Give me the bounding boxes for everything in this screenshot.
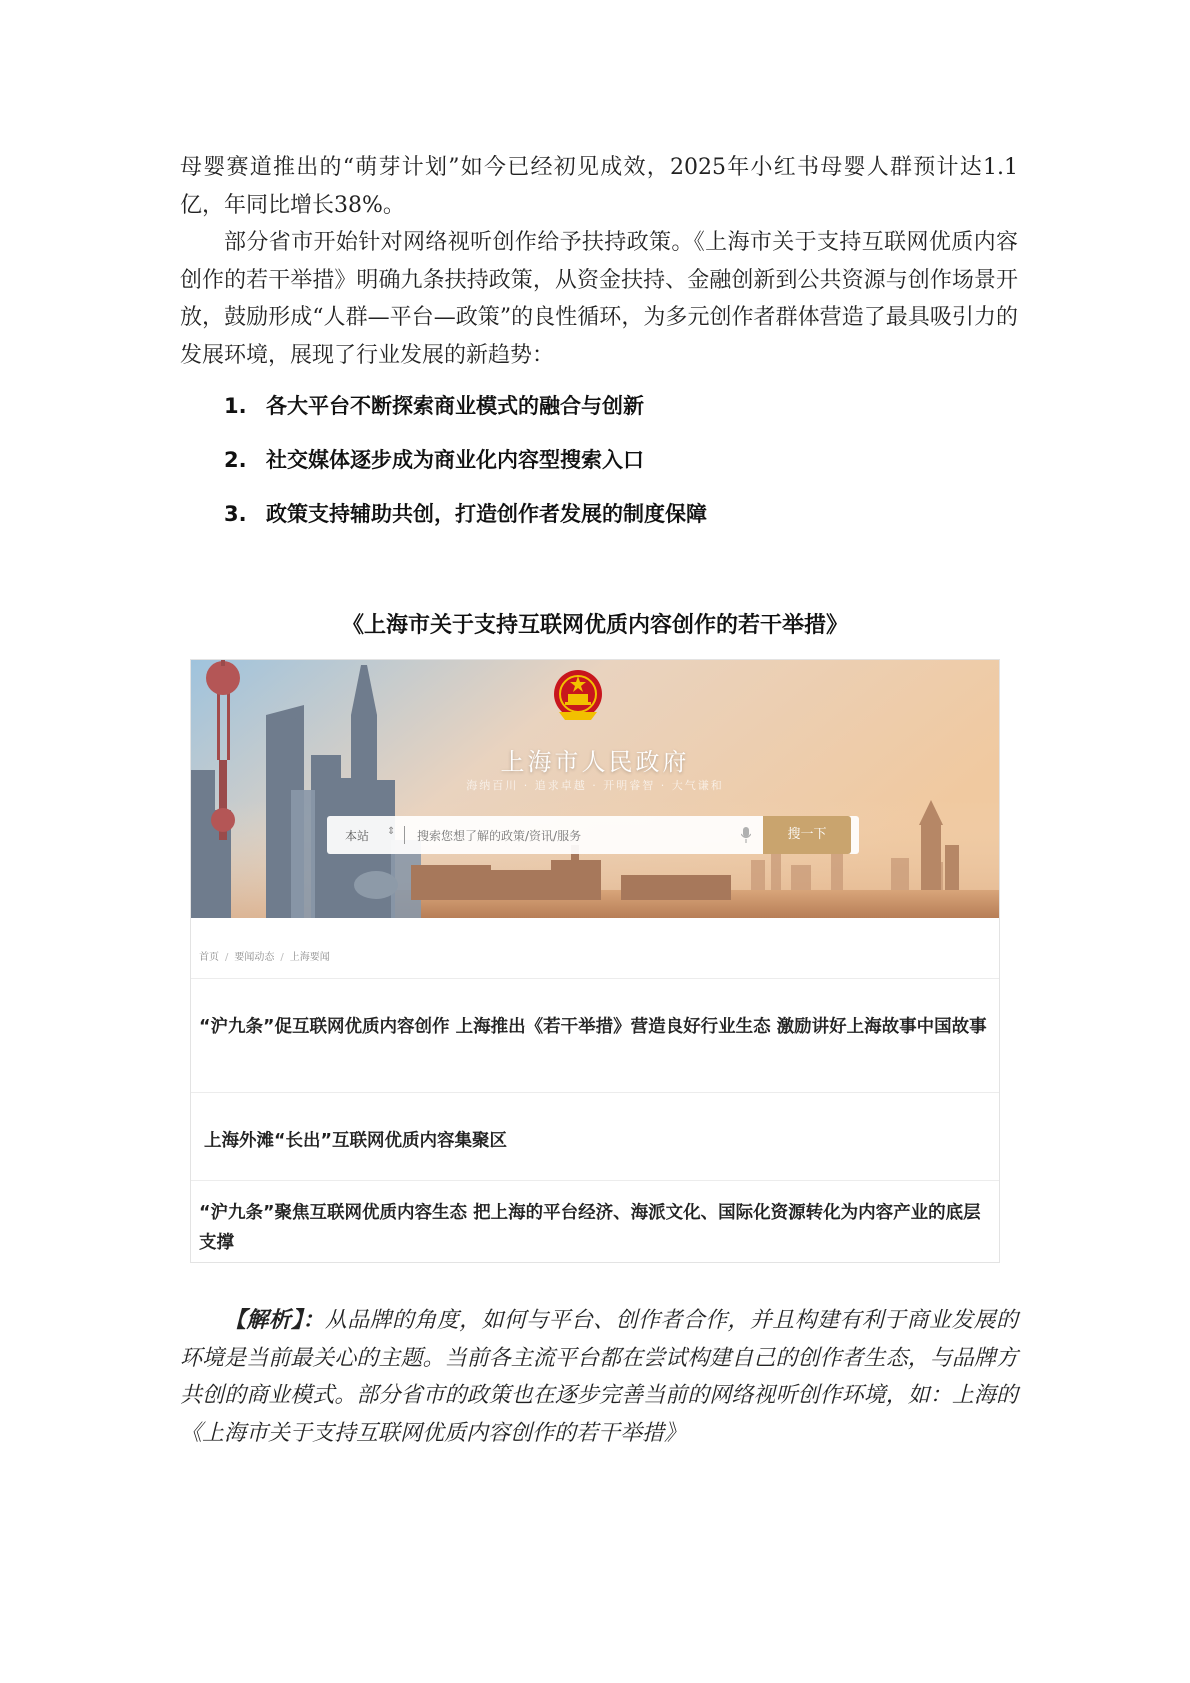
trend-number: 2. — [224, 448, 247, 472]
breadcrumb-current[interactable]: 上海要闻 — [289, 952, 330, 963]
analysis-text: 从品牌的角度，如何与平台、创作者合作，并且构建有利于商业发展的环境是当前最关心的主题。当前各主流平台都在尝试构建自己的创作者生态，与品牌方共创的商业模式。部分省市的政策也在逐步完善当前的网络视听创作环境，如：上海的《上海市关于支持互联网优质内容创作的若干举措》 — [180, 1308, 1018, 1446]
breadcrumb-news[interactable]: 要闻动态 — [234, 952, 275, 963]
analysis-label: 【解析】： — [224, 1307, 325, 1333]
breadcrumb-separator: / — [225, 952, 229, 963]
national-emblem-icon — [554, 670, 602, 720]
search-button[interactable]: 搜一下 — [763, 816, 851, 854]
analysis-paragraph — [180, 1302, 1018, 1452]
paragraph-1: 母婴赛道推出的“萌芽计划”如今已经初见成效，2025年小红书母婴人群预计达1.1亿，年同比增长38%。 — [180, 155, 1018, 218]
breadcrumb-home[interactable]: 首页 — [199, 952, 219, 963]
paragraph-2: 部分省市开始针对网络视听创作给予扶持政策。《上海市关于支持互联网优质内容创作的若干举措》明确九条扶持政策，从资金扶持、金融创新到公共资源与创作场景开放，鼓励形成“人群—平台—政策”的良性循环，为多元创作者群体营造了最具吸引力的发展环境，展现了行业发展的新趋势： — [180, 230, 1018, 368]
trend-text: 各大平台不断探索商业模式的融合与创新 — [266, 394, 644, 418]
divider — [191, 1092, 999, 1093]
search-input[interactable]: 搜索您想了解的政策/资讯/服务 — [417, 829, 582, 843]
news-headline-2[interactable]: 上海外滩“长出”互联网优质内容集聚区 — [204, 1131, 508, 1151]
site-title: 上海市人民政府 — [500, 748, 690, 776]
microphone-icon[interactable] — [741, 827, 751, 843]
breadcrumb-separator: / — [280, 952, 284, 963]
search-divider — [404, 826, 405, 844]
trend-item — [224, 499, 707, 553]
trend-list — [224, 391, 707, 553]
trend-item — [224, 391, 707, 445]
figure-caption: 《上海市关于支持互联网优质内容创作的若干举措》 — [341, 612, 848, 638]
news-headline-1[interactable]: “沪九条”促互联网优质内容创作 上海推出《若干举措》营造良好行业生态 激励讲好上海故事中国故事 — [199, 1017, 987, 1037]
divider — [191, 1180, 999, 1181]
trend-number: 3. — [224, 502, 247, 526]
search-scope-select[interactable]: 本站 — [345, 829, 370, 843]
scope-chevron-icon[interactable]: ⇕ — [387, 826, 396, 837]
trend-number: 1. — [224, 394, 247, 418]
news-headline-3[interactable]: “沪九条”聚焦互联网优质内容生态 把上海的平台经济、海派文化、国际化资源转化为内容产业的底层支撑 — [199, 1203, 981, 1253]
trend-text: 社交媒体逐步成为商业化内容型搜索入口 — [266, 448, 644, 472]
gov-site-screenshot — [190, 659, 1000, 1263]
trend-item — [224, 445, 707, 499]
trend-text: 政策支持辅助共创，打造创作者发展的制度保障 — [266, 502, 707, 526]
divider — [191, 978, 999, 979]
site-slogan: 海纳百川 · 追求卓越 · 开明睿智 · 大气谦和 — [466, 779, 724, 792]
breadcrumb — [199, 948, 330, 963]
